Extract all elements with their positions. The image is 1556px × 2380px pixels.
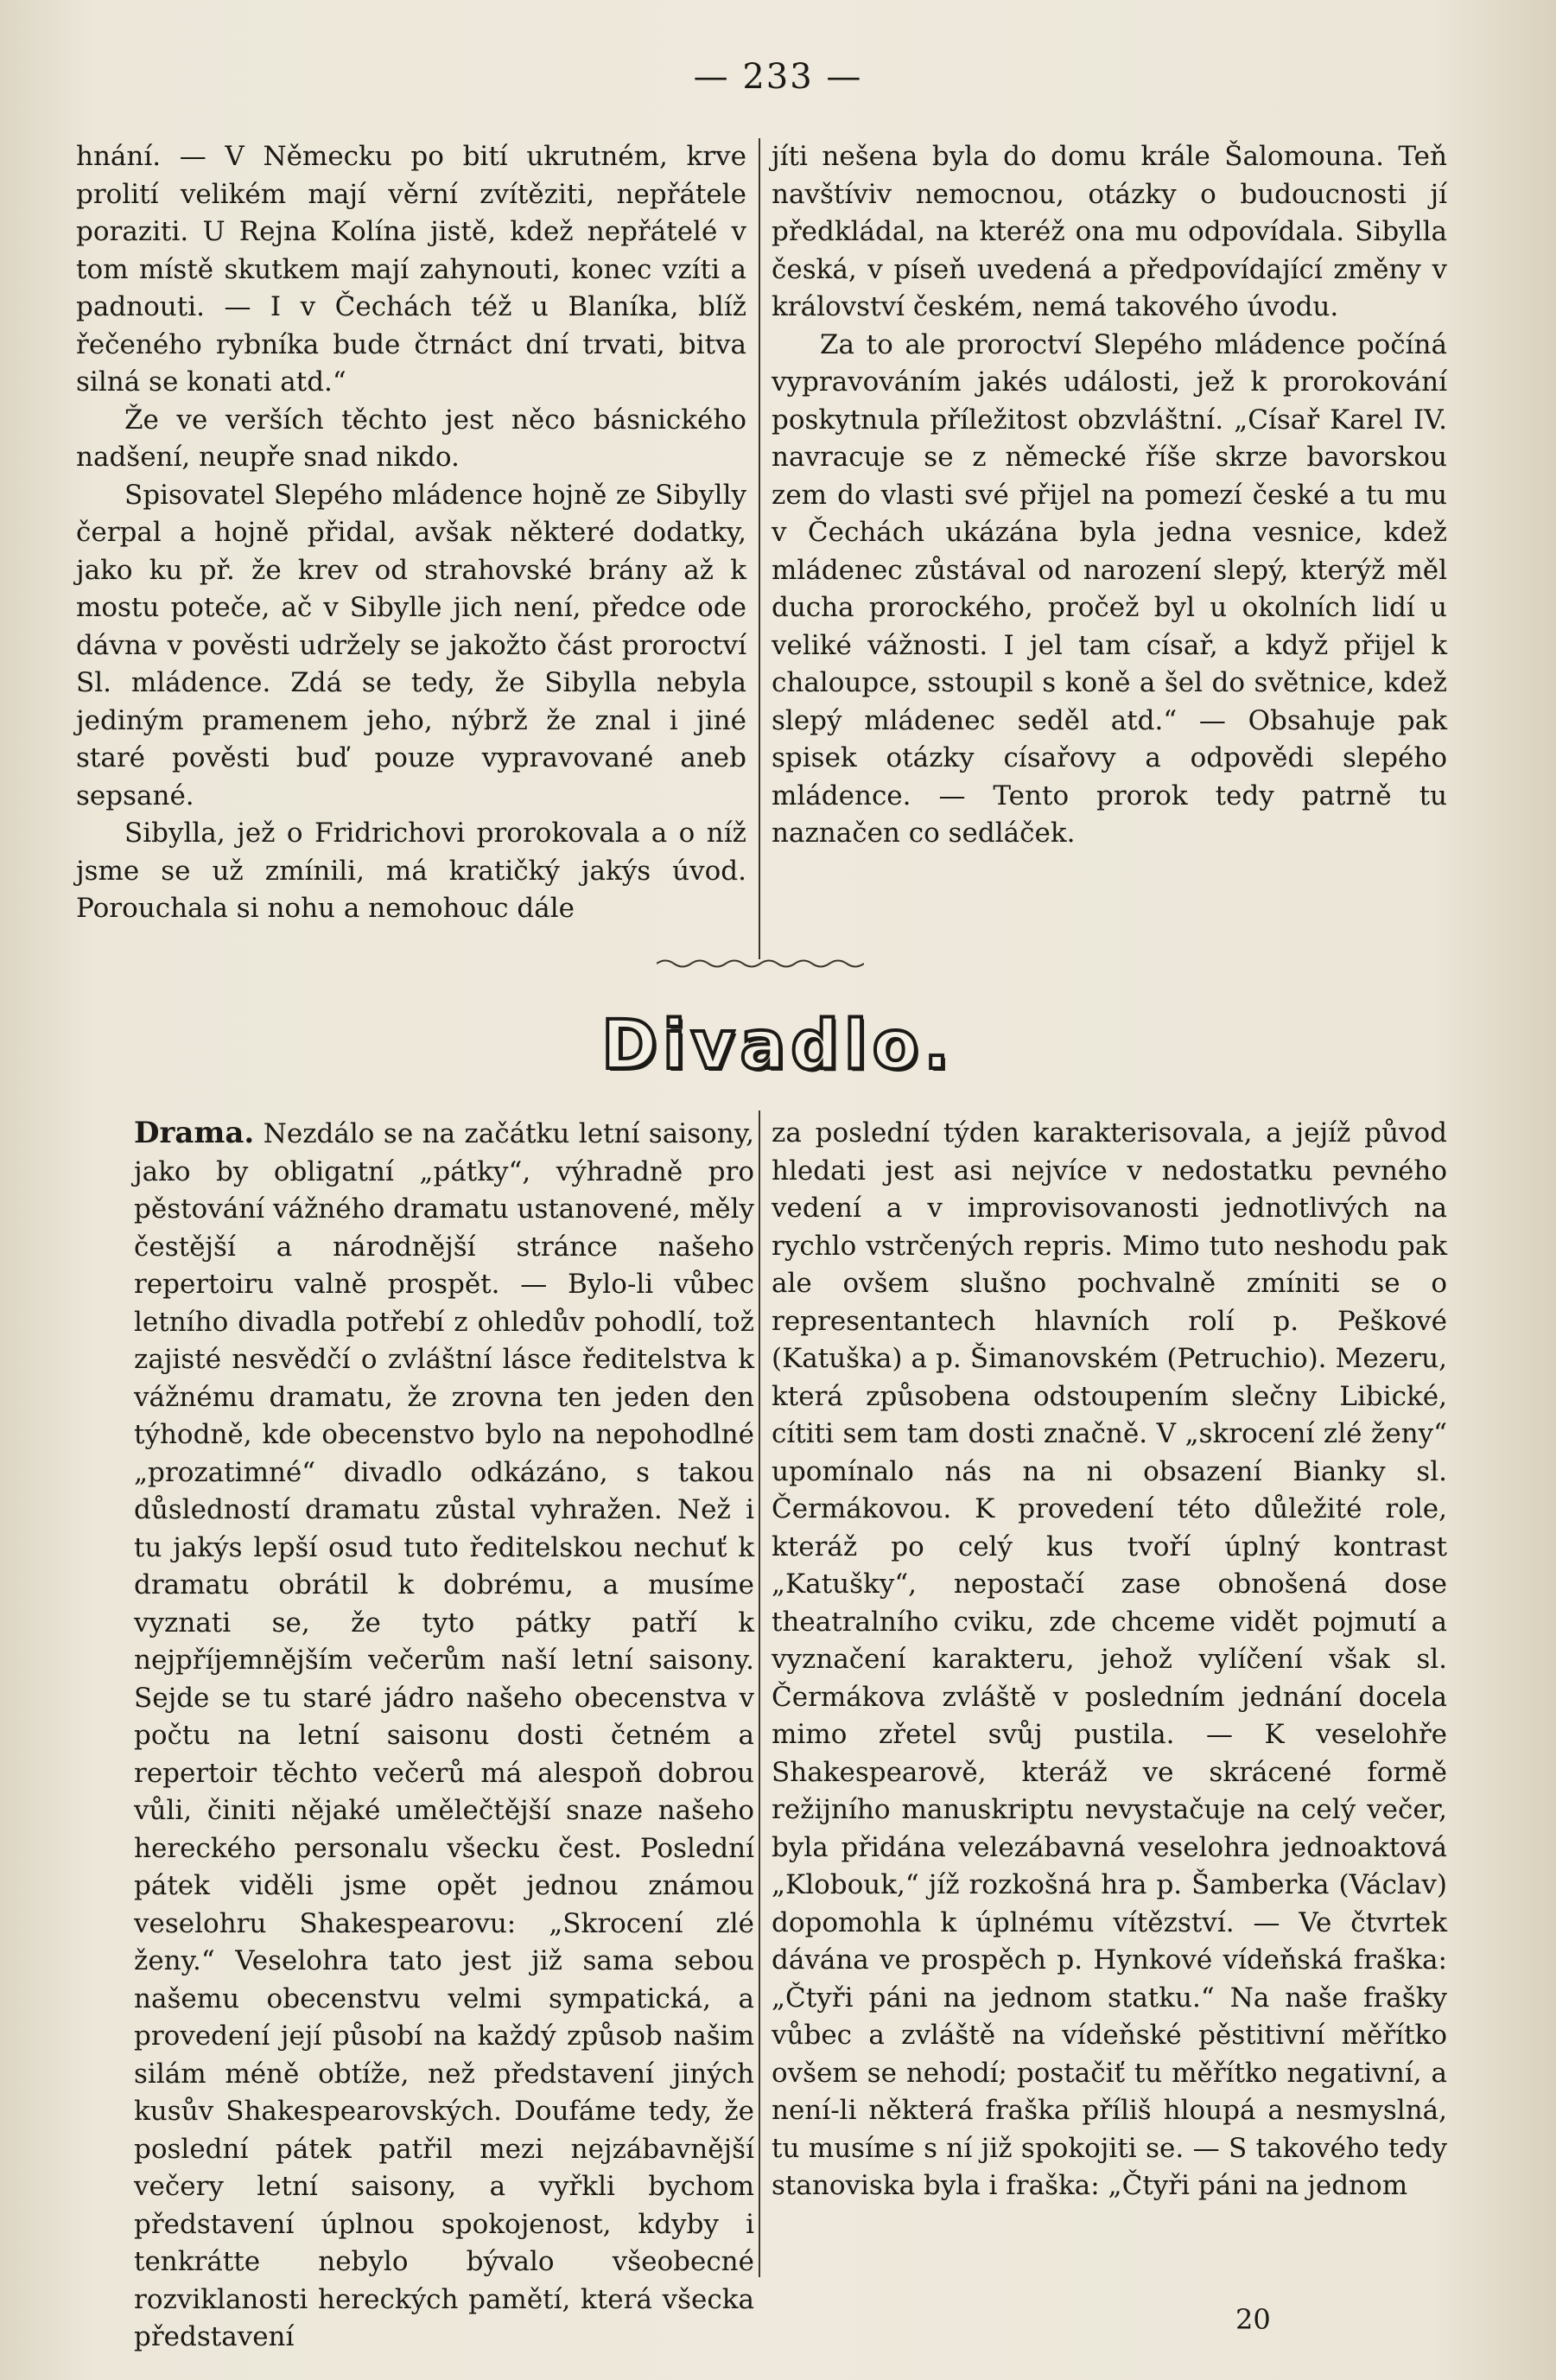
column-bottom-left: [134, 1115, 754, 2357]
signature-number: 20: [1235, 2303, 1271, 2336]
section-title: [0, 1007, 1556, 1085]
column-bottom-right: [772, 1115, 1447, 2205]
section-title-text: Divadlo.: [601, 1007, 955, 1085]
paragraph: Že ve verších těchto jest něco básnického nadšení, neupře snad nikdo.: [76, 404, 746, 473]
paragraph: jíti nešena byla do domu krále Šalomouna. Teň navštíviv nemocnou, otázky o budoucnosti jí předkládal, na kteréž ona mu odpovídala. Sibylla česká, v píseň uvedená a předpovídající změny v království českém, nemá takového úvodu.: [772, 141, 1447, 322]
paragraph: za poslední týden karakterisovala, a jejíž původ hledati jest asi nejvíce v nedostatku pevného vedení a v improvisovanosti jednotlivých na rychlo vstrčených repris. Mimo tuto neshodu pak ale ovšem slušno pochvalně zmíniti se o representantech hlavních rolí p. Peškové (Katuška) a p. Šimanovském (Petruchio). Mezeru, která způsobena odstoupením slečny Libické, cítiti sem tam dosti značně. V „skrocení zlé ženy“ upomínalo nás na ni obsazení Bianky sl. Čermákovou. K provedení této důležité role, kteráž po celý kus tvoří úplný kontrast „Katušky“, nepostačí zase obnošená dose theatralního cviku, zde chceme vidět pojmutí a vyznačení karakteru, jehož vylíčení však sl. Čermákova zvláště v posledním jednání docela mimo zřetel svůj pustila. — K veselohře Shakespearově, kteráž ve skrácené formě režijního manuskriptu nevystačuje na celý večer, byla přidána velezábavná veselohra jednoaktová „Klobouk,“ jíž rozkošná hra p. Šamberka (Václav) dopomohla k úplnému vítězství. — Ve čtvrtek dávána ve prospěch p. Hynkové vídeňská fraška: „Čtyři páni na jednom statku.“ Na naše frašky vůbec a zvláště na vídeňské pěstitivní měřítko ovšem se nehodí; postačiť tu měřítko negativní, a není-li některá fraška příliš hloupá a nesmyslná, tu musíme s ní již spokojiti se. — S takového tedy stanoviska byla i fraška: „Čtyři páni na jednom: [772, 1117, 1447, 2201]
paragraph: [134, 1115, 754, 2357]
column-top-right: [772, 138, 1447, 853]
paragraph: Spisovatel Slepého mládence hojně ze Sibylly čerpal a hojně přidal, avšak některé dodatky, jako ku př. že krev od strahovské brány až k mostu poteče, ač v Sibylle jich není, předce ode dávna v pověsti udržely se jakožto část proroctví Sl. mládence. Zdá se tedy, že Sibylla nebyla jediným pramenem jeho, nýbrž že znal i jiné staré pověsti buď pouze vypravované aneb sepsané.: [76, 479, 746, 811]
page-number: — 233 —: [693, 57, 863, 97]
paragraph: Za to ale proroctví Slepého mládence počíná vypravováním jakés události, jež k prorokování poskytnula příležitost obzvláštní. „Císař Karel IV. navracuje se z německé říše skrze bavorskou zem do vlasti své přijel na pomezí české a tu mu v Čechách ukázána byla jedna vesnice, kdež mládenec zůstával od narození slepý, kterýž měl ducha prorockého, pročež byl u okolních lidí u veliké vážnosti. I jel tam císař, a když přijel k chaloupce, sstoupil s koně a šel do světnice, kdež slepý mládenec seděl atd.“ — Obsahuje pak spisek otázky císařovy a odpovědi slepého mládence. — Tento prorok tedy patrně tu naznačen co sedláček.: [772, 328, 1447, 849]
column-top-left: [76, 138, 746, 928]
paragraph: Sibylla, jež o Fridrichovi prorokovala a o níž jsme se už zmínili, má kratičký jakýs úvod. Porouchala si nohu a nemohouc dále: [76, 818, 746, 924]
paragraph-text: Nezdálo se na začátku letní saisony, jako by obligatní „pátky“, výhradně pro pěstování vážného dramatu ustanovené, měly čestější a národnější stránce našeho repertoiru valně prospět. — Bylo-li vůbec letního divadla potřebí z ohledův pohodlí, tož zajisté nesvědčí o zvláštní lásce ředitelstva k vážnému dramatu, že zrovna ten jeden den týhodně, kde obecenstvo bylo na nepohodlné „prozatimné“ divadlo odkázáno, s takou důsledností dramatu zůstal vyhražen. Než i tu jakýs lepší osud tuto ředitelskou nechuť k dramatu obrátil k dobrému, a musíme vyznati se, že tyto pátky patří k nejpříjemnějším večerům naší letní saisony. Sejde se tu staré jádro našeho obecenstva v počtu na letní saisonu dosti četném a repertoir těchto večerů má alespoň dobrou vůli, činiti nějaké umělečtější snaze našeho hereckého personalu všecku čest. Poslední pátek viděli jsme opět jednou známou veselohru Shakespearovu: „Skrocení zlé ženy.“ Veselohra tato jest již sama sebou našemu obecenstvu velmi sympatická, a provedení její působí na každý způsob našim silám méně obtíže, než představení jiných kusův Shakespearovských. Doufáme tedy, že poslední pátek patřil mezi nejzábavnější večery letní saisony, a vyřkli bychom představení úplnou spokojenost, kdyby i tenkrátte nebylo bývalo všeobecné rozviklanosti hereckých pamětí, která všecka představení: [134, 1118, 754, 2352]
column-divider-bottom: [759, 1110, 760, 2277]
wavy-separator: [657, 958, 864, 970]
lead-word: Drama.: [134, 1116, 255, 1150]
paragraph: hnání. — V Německu po bití ukrutném, krve prolití velikém mají věrní zvítěziti, nepřátele poraziti. U Rejna Kolína jistě, kdež nepřátelé v tom místě skutkem mají zahynouti, konec vzíti a padnouti. — I v Čechách též u Blaníka, blíž řečeného rybníka bude čtrnáct dní trvati, bitva silná se konati atd.“: [76, 141, 746, 398]
column-divider-top: [759, 138, 760, 959]
